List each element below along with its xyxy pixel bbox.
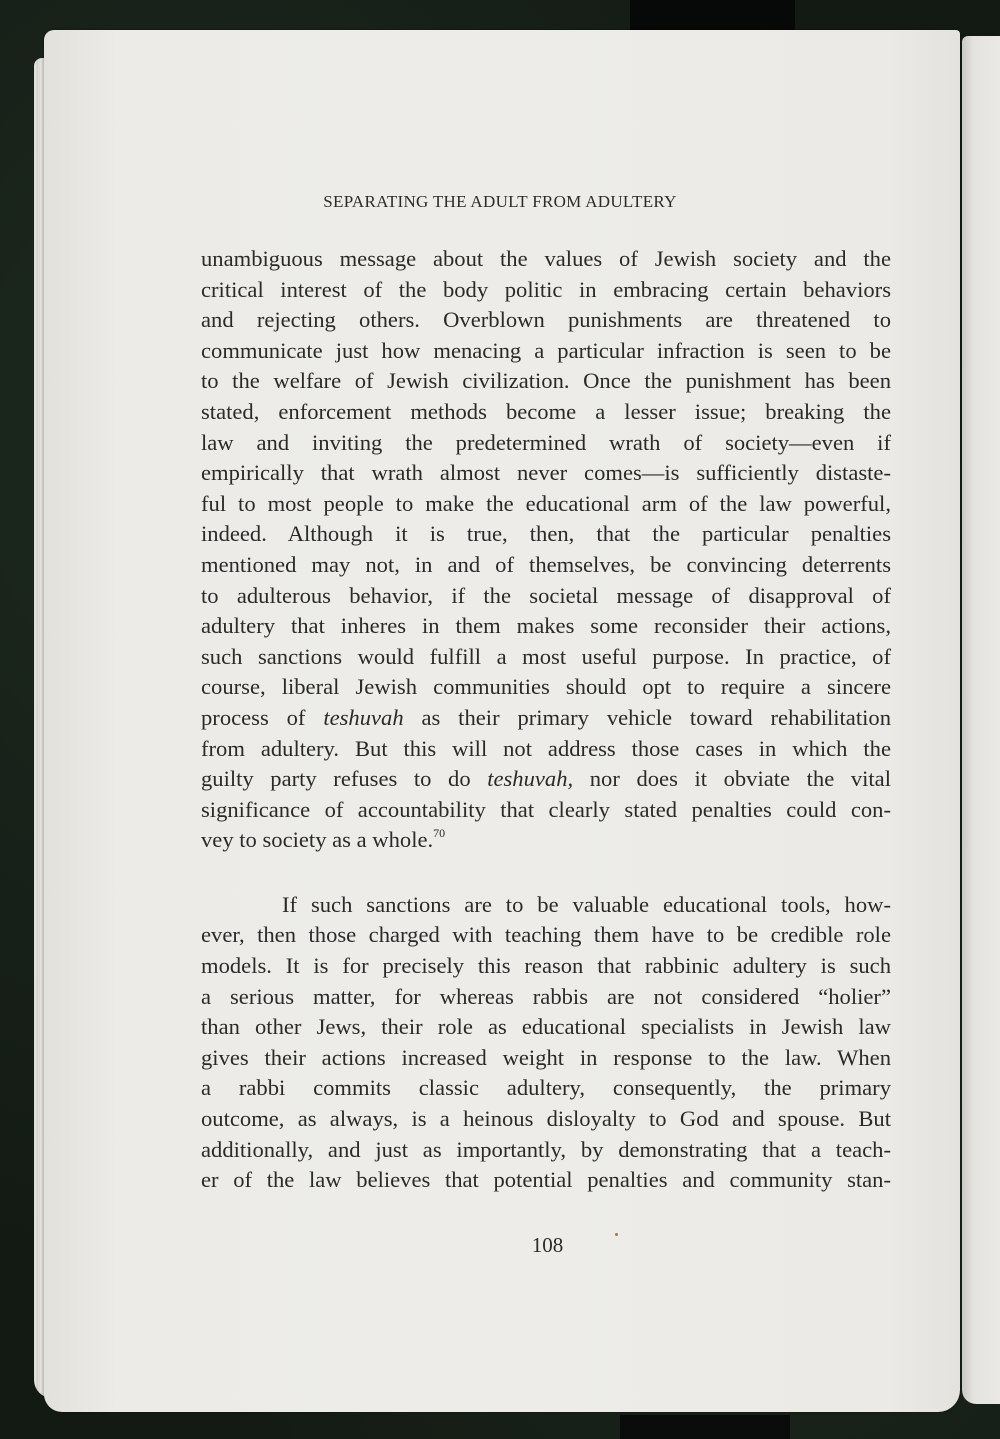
text-run: guilty party refuses to do (201, 766, 488, 792)
text-line: If such sanctions are to be valuable educational tools, how- (282, 891, 891, 917)
text-line: empirically that wrath almost never comes—is sufficiently distaste- (201, 460, 891, 486)
text-line (201, 703, 891, 734)
text-line: er of the law believes that potential penalties and community stan- (201, 1167, 891, 1193)
text-line: such sanctions would fulfill a most useful purpose. In practice, of (201, 643, 891, 669)
paragraph-1 (201, 244, 891, 856)
footnote-reference[interactable]: 70 (433, 826, 446, 841)
text-run: as their primary vehicle toward rehabilitation (403, 704, 891, 730)
running-head: SEPARATING THE ADULT FROM ADULTERY (323, 192, 677, 211)
text-line: adultery that inheres in them makes some reconsider their actions, (201, 613, 891, 639)
text-run: vey to society as a whole. (201, 827, 434, 853)
text-line: significance of accountability that clearly stated penalties could con- (201, 796, 891, 822)
body-text (201, 244, 891, 1196)
text-line: models. It is for precisely this reason that rabbinic adultery is such (201, 953, 891, 979)
text-line: from adultery. But this will not address those cases in which the (201, 735, 891, 761)
text-line: ever, then those charged with teaching them have to be credible role (201, 922, 891, 948)
text-run: nor does it obviate the vital (573, 766, 891, 792)
background-dark-strip-bottom (620, 1415, 790, 1439)
paper-speck (615, 1233, 618, 1236)
paragraph-spacer (201, 856, 891, 890)
page-number: 108 (531, 1233, 564, 1257)
italic-term-teshuvah: teshuvah (323, 704, 404, 730)
text-line: course, liberal Jewish communities should opt to require a sincere (201, 674, 891, 700)
text-line: to the welfare of Jewish civilization. Once the punishment has been (201, 368, 891, 394)
text-line: and rejecting others. Overblown punishments are threatened to (201, 307, 891, 333)
italic-term-teshuvah: teshuvah, (487, 766, 574, 792)
text-line: a serious matter, for whereas rabbis are not considered “holier” (201, 983, 891, 1009)
text-line: gives their actions increased weight in response to the law. When (201, 1044, 891, 1070)
text-line: than other Jews, their role as educational specialists in Jewish law (201, 1014, 891, 1040)
paragraph-2 (201, 890, 891, 1196)
text-run: process of (201, 704, 324, 730)
text-line: unambiguous message about the values of Jewish society and the (201, 246, 891, 271)
text-line (201, 825, 891, 856)
text-line: critical interest of the body politic in embracing certain behaviors (201, 276, 891, 302)
text-line: additionally, and just as importantly, by demonstrating that a teach- (201, 1136, 891, 1162)
text-line (201, 764, 891, 795)
text-line: communicate just how menacing a particular infraction is seen to be (201, 337, 891, 363)
text-line: outcome, as always, is a heinous disloyalty to God and spouse. But (201, 1106, 891, 1132)
text-line: to adulterous behavior, if the societal message of disapproval of (201, 582, 891, 608)
text-line: law and inviting the predetermined wrath of society—even if (201, 429, 891, 455)
text-line: indeed. Although it is true, then, that the particular penalties (201, 521, 891, 547)
text-line: ful to most people to make the educational arm of the law powerful, (201, 490, 891, 516)
text-line: a rabbi commits classic adultery, consequently, the primary (201, 1075, 891, 1101)
text-line: mentioned may not, in and of themselves, be convincing deterrents (201, 551, 891, 577)
facing-page-edge (962, 36, 1000, 1404)
text-line: stated, enforcement methods become a lesser issue; breaking the (201, 398, 891, 424)
